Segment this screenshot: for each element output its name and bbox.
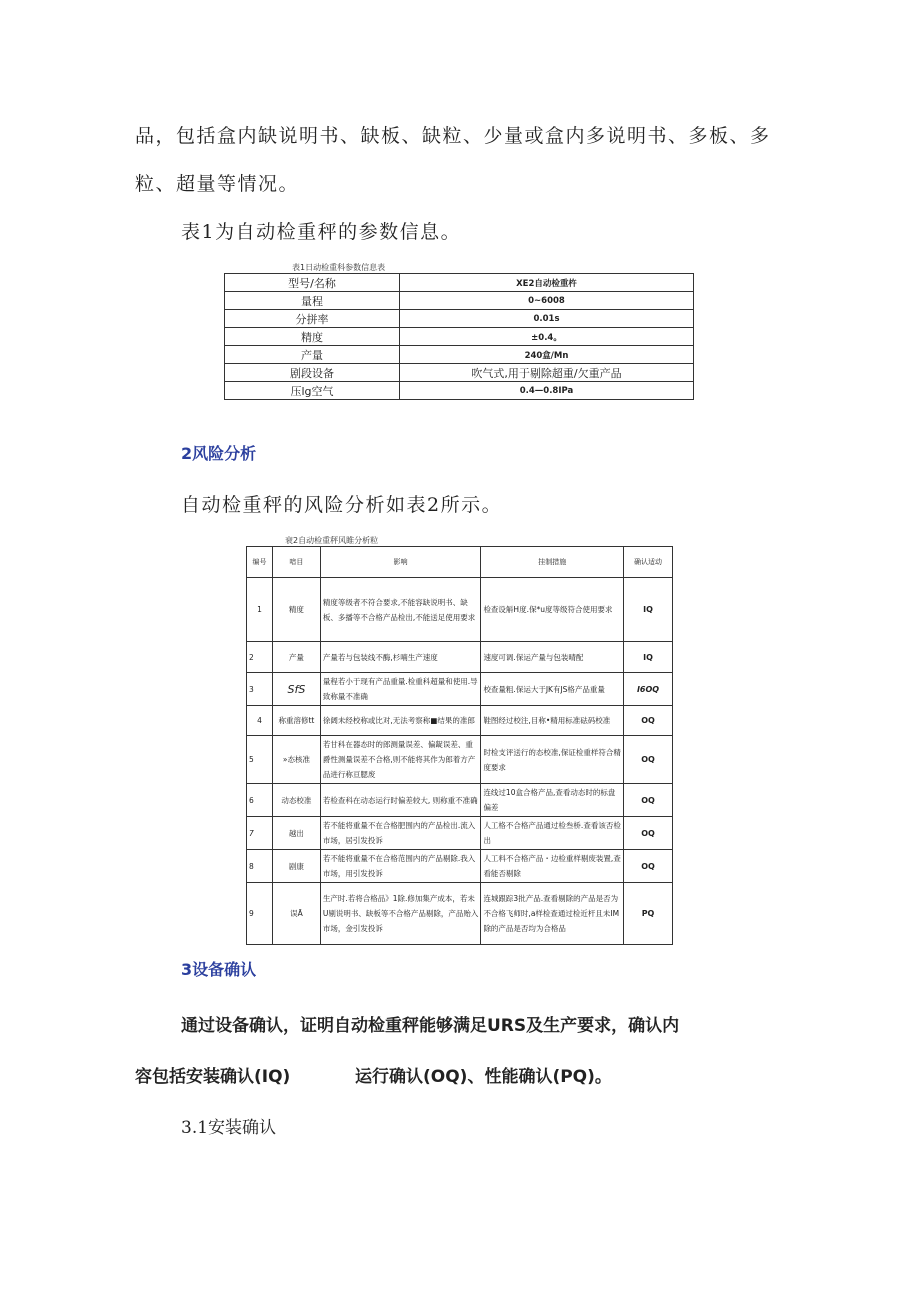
table-row	[247, 817, 673, 850]
row-control: 连城跟踪3批产品.查看剔除的产品是否为不合格飞师时,a样检查通过检近杆且未IM除的产品是否均为合格品	[481, 883, 624, 945]
row-no: 3	[247, 673, 273, 706]
row-no: 5	[247, 736, 273, 784]
param-key: 产量	[225, 346, 400, 364]
subsection-3-1-heading: 3.1安装确认	[181, 1118, 277, 1138]
header-impact: 影响	[320, 547, 481, 578]
section-2-heading: 2风险分析	[181, 444, 257, 463]
row-impact: 精度等级者不符合要求,不能容缺说明书、缺板、多播等不合格产品检出,不能送足使用要求	[320, 578, 481, 642]
param-key: 剧段设备	[225, 364, 400, 382]
table-row	[225, 328, 694, 346]
row-no: 9	[247, 883, 273, 945]
row-impact: 量程若小于现有产品重量.检重科超量和使用.导致称量不准确	[320, 673, 481, 706]
table-row	[247, 736, 673, 784]
param-key: 型号/名称	[225, 274, 400, 292]
row-confirm: IQ	[624, 642, 673, 673]
row-confirm: PQ	[624, 883, 673, 945]
table-row	[247, 673, 673, 706]
row-item: 剧康	[272, 850, 320, 883]
row-confirm: OQ	[624, 706, 673, 736]
table-header-row	[247, 547, 673, 578]
row-item: 产量	[272, 642, 320, 673]
row-item: 精度	[272, 578, 320, 642]
row-control: 检查设斛H度.保*u度等级符合使用要求	[481, 578, 624, 642]
param-key: 精度	[225, 328, 400, 346]
row-impact: 若不能将重量不在合格肥围内的产品检出.流入市场，居引发投诉	[320, 817, 481, 850]
row-confirm: OQ	[624, 850, 673, 883]
row-control: 校查量粗.保运大于JK有JS格产品重量	[481, 673, 624, 706]
param-value: 吹气式,用于剔除超重/欠重产品	[400, 364, 694, 382]
row-control: 速度可调.保运产量与包装晴配	[481, 642, 624, 673]
table-row	[247, 850, 673, 883]
row-impact: 若甘科在器态时的郎测量误差、偏龊误差、重爵性测量误差不合格,则不能将其作为郎着方产品进行称亘腮废	[320, 736, 481, 784]
row-confirm: OQ	[624, 817, 673, 850]
row-item: 称重溶修tt	[272, 706, 320, 736]
table-row	[225, 274, 694, 292]
intro-line-1: 品，包括盒内缺说明书、缺板、缺粒、少量或盒内多说明书、多板、多	[135, 125, 771, 147]
param-value: 0~6008	[400, 292, 694, 310]
section-3-line-2b: 运行确认(OQ)、性能确认(PQ)。	[355, 1067, 612, 1087]
row-no: 8	[247, 850, 273, 883]
table2-caption: 衰2自动检重秤风睢分析粒	[285, 536, 379, 545]
table-row	[225, 382, 694, 400]
row-no: 1	[247, 578, 273, 642]
section-3-line-1: 通过设备确认，证明自动检重秤能够满足URS及生产要求，确认内	[181, 1016, 680, 1036]
param-value: 0.01s	[400, 310, 694, 328]
row-control: 鞋图经过校注,目称•精用标准砝码校准	[481, 706, 624, 736]
table-row	[247, 706, 673, 736]
param-key: 分拼率	[225, 310, 400, 328]
row-control: 人工料不合格产品・边检重样剔废装置,查看能否剔除	[481, 850, 624, 883]
parameter-table	[224, 273, 694, 400]
param-value: ±0.4。	[400, 328, 694, 346]
risk-analysis-table	[246, 546, 673, 945]
table-row	[247, 642, 673, 673]
param-key: 量程	[225, 292, 400, 310]
row-impact: 若检查科在动态运行时偏差较大, 则称重不准确	[320, 784, 481, 817]
row-confirm: IQ	[624, 578, 673, 642]
row-impact: 产量若与包装线不酶,杉喃生产速度	[320, 642, 481, 673]
row-control: 时检支评送行的态校准,保证检重样符合精度要求	[481, 736, 624, 784]
table-row	[225, 346, 694, 364]
row-confirm: OQ	[624, 736, 673, 784]
header-control: 挂制措施	[481, 547, 624, 578]
header-no: 编号	[247, 547, 273, 578]
row-no: 7	[247, 817, 273, 850]
header-item: 喑目	[272, 547, 320, 578]
section-3-line-2a: 容包括安装确认(IQ)	[135, 1067, 291, 1087]
header-confirm: 确认适动	[624, 547, 673, 578]
row-no: 4	[247, 706, 273, 736]
table-row	[247, 578, 673, 642]
row-impact: 生产时.若将合格品》1除.修加集产成本，若未U剔说明书、缺板等不合格产品剔除，产品贻入市场，金引发投诉	[320, 883, 481, 945]
row-no: 6	[247, 784, 273, 817]
section-2-text: 自动检重秤的风险分析如表2所示。	[181, 494, 503, 516]
row-no: 2	[247, 642, 273, 673]
row-item: »态核准	[272, 736, 320, 784]
row-impact: 若不能将重量不在合格范围内的产品剔除.我入市场，用引发投诉	[320, 850, 481, 883]
section-3-heading: 3设备确认	[181, 960, 257, 979]
row-control: 连线过10盒合格产品,查看动态时的标盘偏差	[481, 784, 624, 817]
table1-reference: 表1为自动检重秤的参数信息。	[181, 221, 462, 243]
row-control: 人工格不合格产品通过检叁桥.查看该否检出	[481, 817, 624, 850]
table-row	[225, 310, 694, 328]
param-value: 240盒/Mn	[400, 346, 694, 364]
row-item: 误Ā	[272, 883, 320, 945]
intro-line-2: 粒、超量等情况。	[135, 173, 300, 195]
row-item: 越出	[272, 817, 320, 850]
param-value: XE2自动检重杵	[400, 274, 694, 292]
table-row	[225, 292, 694, 310]
row-item: 动态校准	[272, 784, 320, 817]
row-item: SfS	[272, 673, 320, 706]
param-key: 压lg空气	[225, 382, 400, 400]
row-confirm: OQ	[624, 784, 673, 817]
param-value: 0.4—0.8IPa	[400, 382, 694, 400]
table-row	[247, 784, 673, 817]
table-row	[247, 883, 673, 945]
table1-caption: 表1日动检重科参数信息表	[292, 263, 386, 272]
row-impact: 徐阔未经校称或比对,无法考察称■结果的准郎	[320, 706, 481, 736]
table-row	[225, 364, 694, 382]
row-confirm: I6OQ	[624, 673, 673, 706]
